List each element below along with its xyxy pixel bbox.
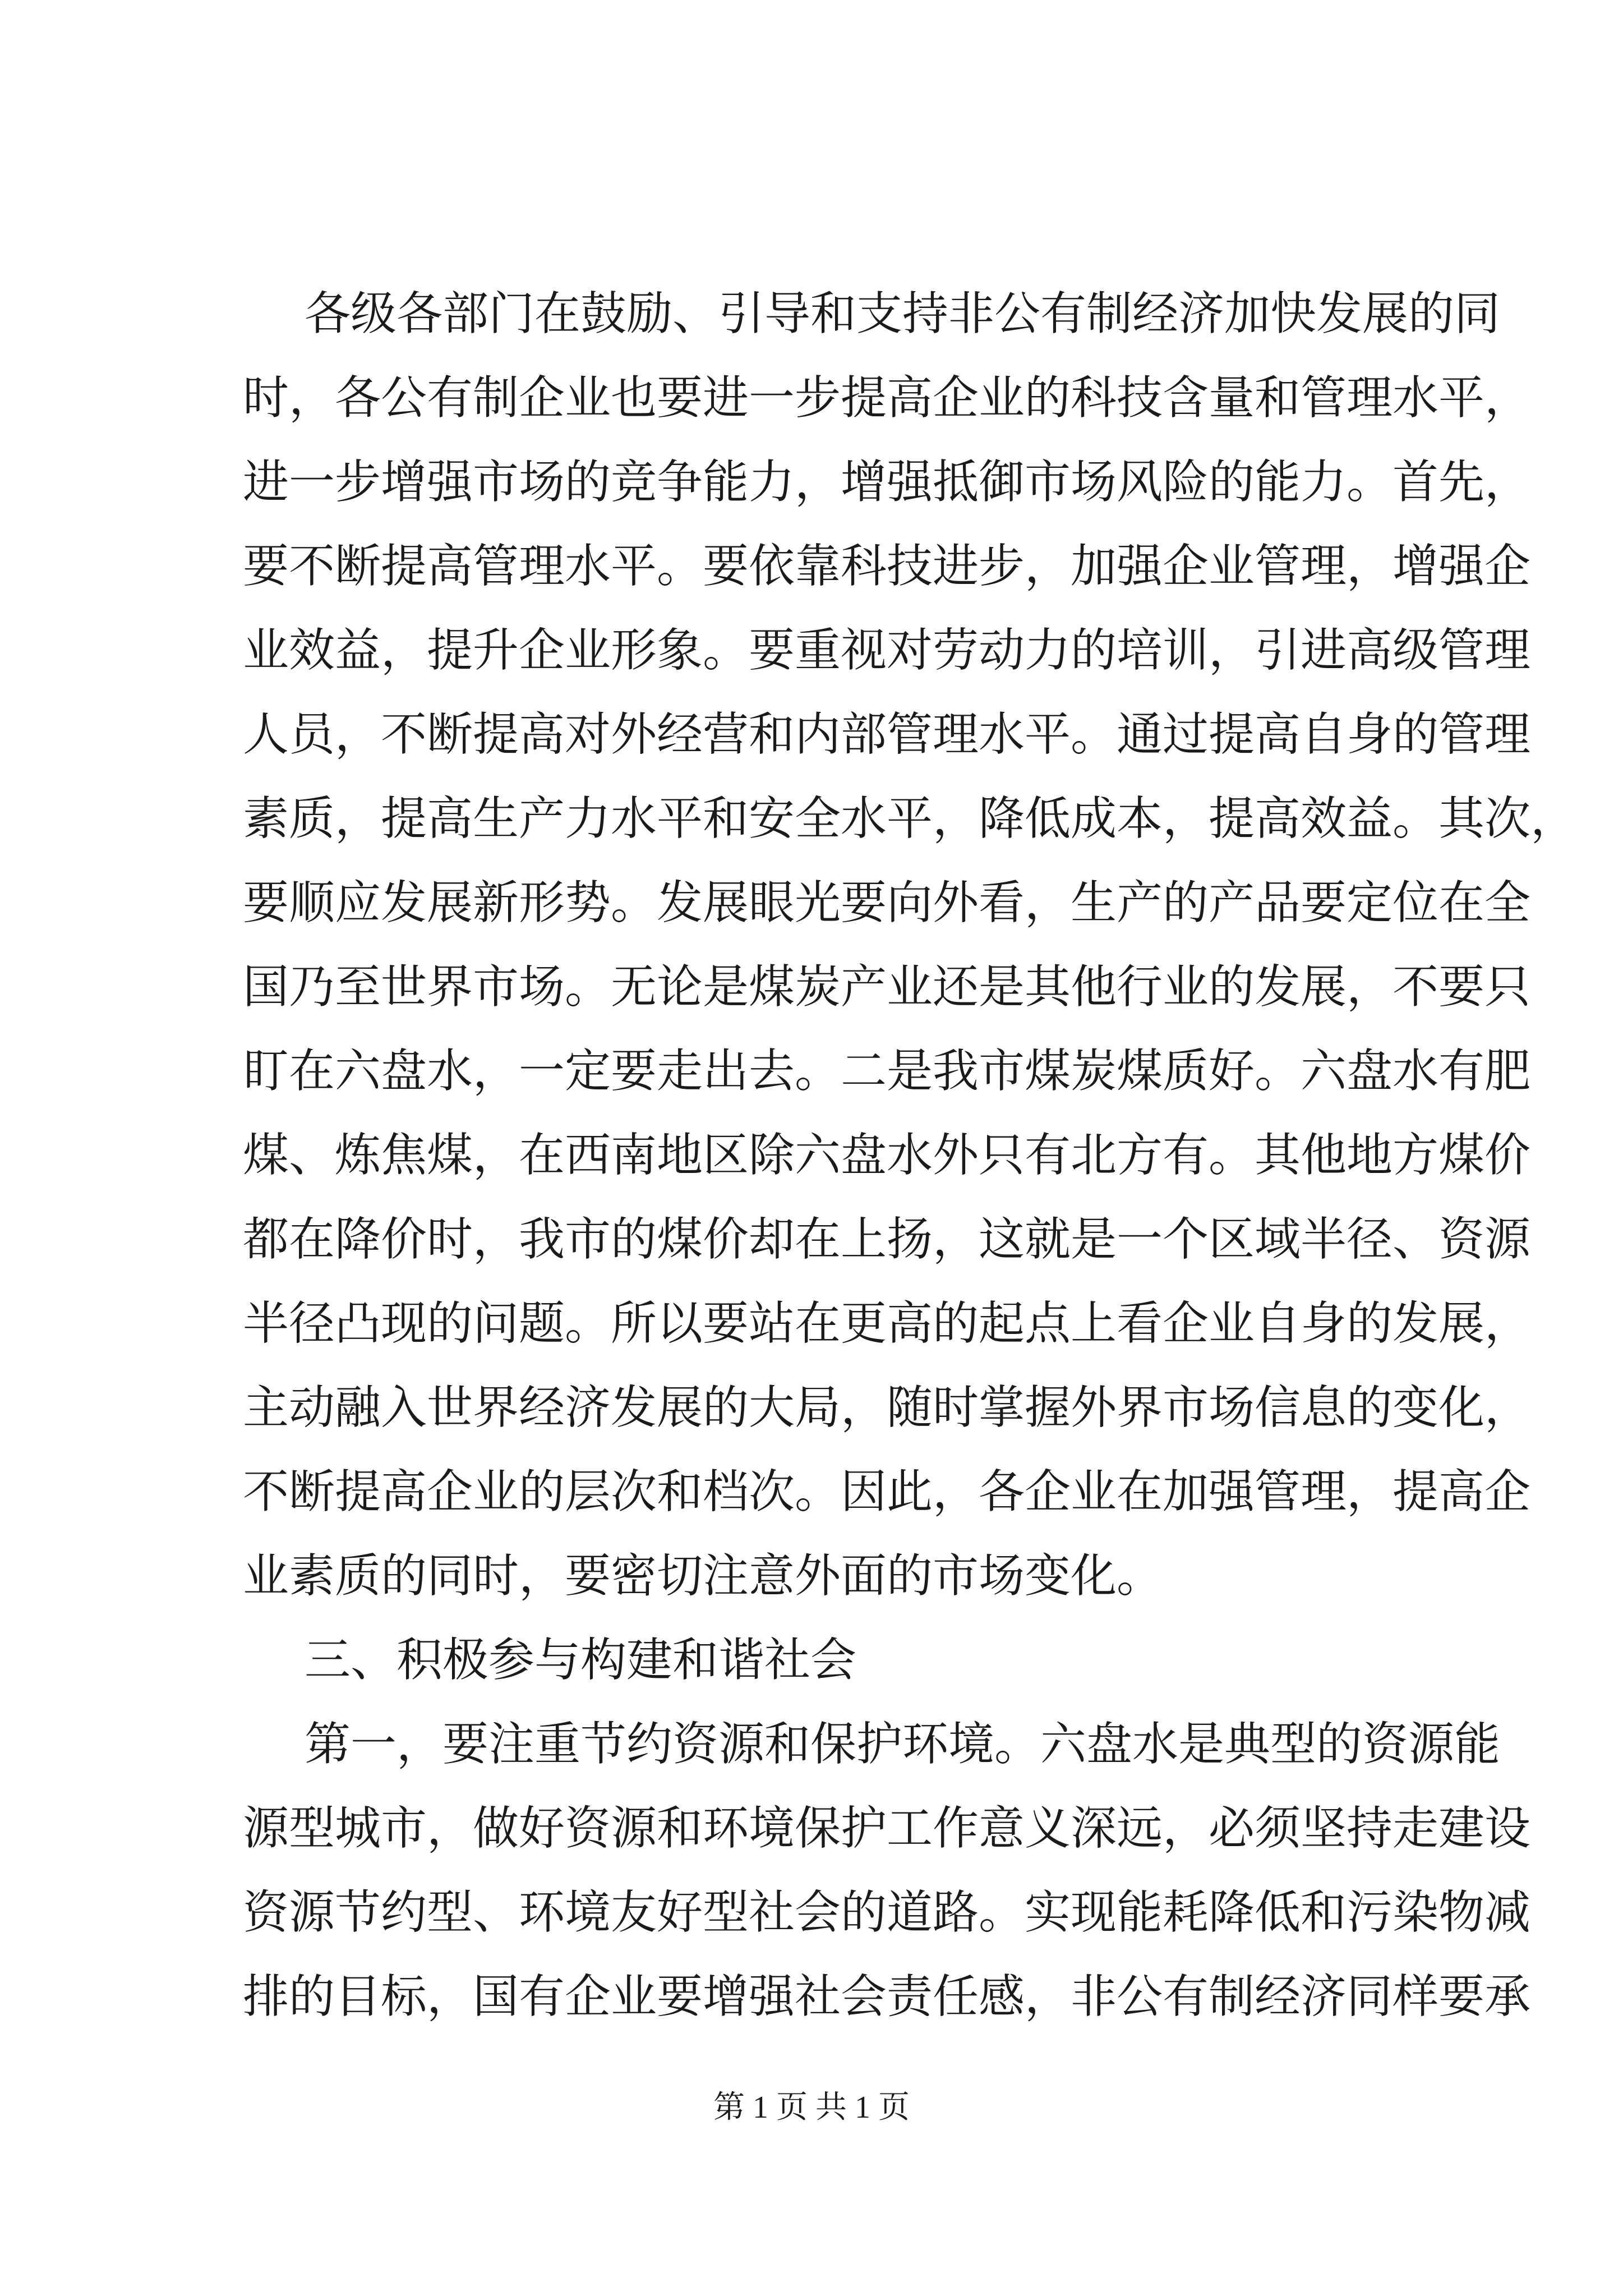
paragraph-line: 业效益，提升企业形象。要重视对劳动力的培训，引进高级管理 (243, 624, 1531, 677)
paragraph-line: 煤、炼焦煤，在西南地区除六盘水外只有北方有。其他地方煤价 (243, 1129, 1531, 1182)
paragraph-line: 素质，提高生产力水平和安全水平，降低成本，提高效益。其次， (243, 792, 1577, 845)
paragraph-line: 时，各公有制企业也要进一步提高企业的科技含量和管理水平， (243, 371, 1531, 425)
paragraph-line: 要不断提高管理水平。要依靠科技进步，加强企业管理，增强企 (243, 540, 1531, 593)
paragraph-line: 第一，要注重节约资源和保护环境。六盘水是典型的资源能 (305, 1718, 1501, 1771)
paragraph-line: 半径凸现的问题。所以要站在更高的起点上看企业自身的发展， (243, 1297, 1531, 1350)
paragraph-line: 都在降价时，我市的煤价却在上扬，这就是一个区域半径、资源 (243, 1213, 1531, 1266)
paragraph-line: 资源节约型、环境友好型社会的道路。实现能耗降低和污染物减 (243, 1886, 1531, 1939)
paragraph-line: 业素质的同时，要密切注意外面的市场变化。 (243, 1549, 1163, 1603)
paragraph-line: 各级各部门在鼓励、引导和支持非公有制经济加快发展的同 (305, 287, 1501, 341)
paragraph-line: 排的目标，国有企业要增强社会责任感，非公有制经济同样要承 (243, 1970, 1531, 2023)
paragraph-line: 进一步增强市场的竞争能力，增强抵御市场风险的能力。首先， (243, 455, 1531, 509)
paragraph-line: 主动融入世界经济发展的大局，随时掌握外界市场信息的变化， (243, 1381, 1531, 1434)
section-heading: 三、积极参与构建和谐社会 (305, 1634, 857, 1687)
paragraph-line: 盯在六盘水，一定要走出去。二是我市煤炭煤质好。六盘水有肥 (243, 1045, 1531, 1098)
paragraph-line: 源型城市，做好资源和环境保护工作意义深远，必须坚持走建设 (243, 1802, 1531, 1855)
paragraph-line: 人员，不断提高对外经营和内部管理水平。通过提高自身的管理 (243, 708, 1531, 761)
page-number-footer: 第 1 页 共 1 页 (713, 2090, 910, 2125)
paragraph-line: 要顺应发展新形势。发展眼光要向外看，生产的产品要定位在全 (243, 876, 1531, 930)
paragraph-line: 国乃至世界市场。无论是煤炭产业还是其他行业的发展，不要只 (243, 960, 1531, 1014)
paragraph-line: 不断提高企业的层次和档次。因此，各企业在加强管理，提高企 (243, 1465, 1531, 1519)
